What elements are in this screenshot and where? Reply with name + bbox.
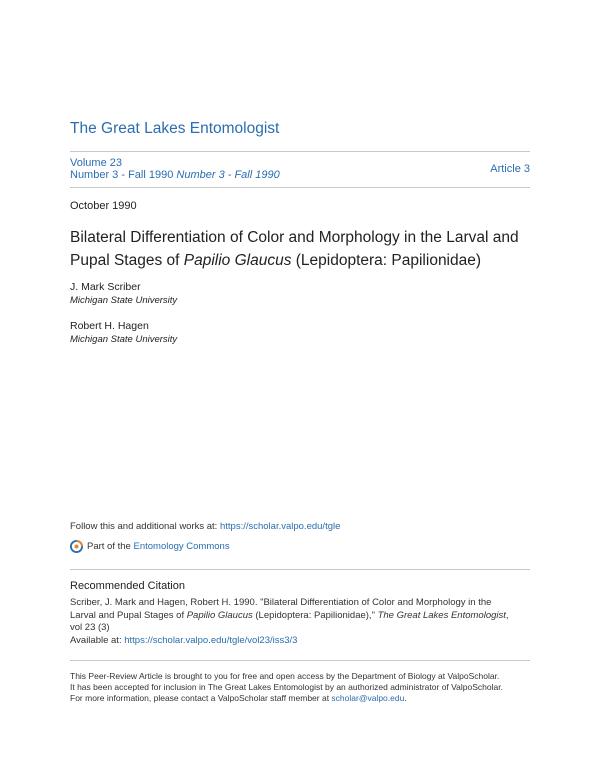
issue-link[interactable]: Number 3 - Fall 1990 bbox=[70, 169, 174, 181]
title-part-1: Bilateral Differentiation of Color and Morphology in the Larval and Pupal Stages of bbox=[70, 229, 519, 269]
divider-top bbox=[70, 151, 530, 152]
available-label: Available at: bbox=[70, 634, 125, 646]
footer-notice bbox=[70, 671, 540, 704]
issue-line bbox=[70, 169, 280, 181]
article-number[interactable]: Article 3 bbox=[490, 163, 530, 175]
author-block bbox=[70, 320, 177, 346]
part-of-text: Part of the bbox=[87, 541, 134, 552]
citation-fragment: (Lepidoptera: Papilionidae)," bbox=[252, 609, 378, 621]
divider-footer bbox=[70, 660, 530, 661]
contact-email-link[interactable]: scholar@valpo.edu bbox=[331, 693, 405, 703]
citation-fragment: , bbox=[505, 609, 509, 621]
network-icon bbox=[70, 540, 83, 553]
citation-line: Scriber, J. Mark and Hagen, Robert H. 1990. "Bilateral Differentiation of Color and Morphology in the bbox=[70, 597, 492, 608]
citation-fragment: Larval and Pupal Stages of bbox=[70, 609, 187, 621]
volume-link[interactable]: Volume 23 bbox=[70, 157, 122, 169]
entomology-commons-link[interactable]: Entomology Commons bbox=[133, 541, 230, 552]
citation-journal: The Great Lakes Entomologist bbox=[377, 609, 506, 621]
citation-line: vol 23 (3) bbox=[70, 622, 110, 633]
footer-fragment: For more information, please contact a ValpoScholar staff member at bbox=[70, 693, 332, 703]
footer-line: It has been accepted for inclusion in The Great Lakes Entomologist by an authorized administrator of ValpoScholar. bbox=[70, 682, 503, 692]
volume-info bbox=[70, 157, 280, 181]
follow-line bbox=[70, 521, 340, 532]
available-at-line bbox=[70, 635, 530, 648]
title-species: Papilio Glaucus bbox=[183, 252, 292, 269]
divider-citation bbox=[70, 569, 530, 570]
author-name[interactable]: Robert H. Hagen bbox=[70, 320, 149, 332]
follow-text: Follow this and additional works at: bbox=[70, 521, 220, 532]
footer-line bbox=[70, 693, 540, 704]
journal-title[interactable]: The Great Lakes Entomologist bbox=[70, 120, 280, 137]
article-title bbox=[70, 226, 540, 272]
title-part-2: (Lepidoptera: Papilionidae) bbox=[291, 252, 482, 269]
citation-line bbox=[70, 610, 530, 623]
author-affiliation: Michigan State University bbox=[70, 334, 178, 345]
publication-date: October 1990 bbox=[70, 200, 137, 212]
part-of-line bbox=[70, 540, 230, 553]
author-affiliation: Michigan State University bbox=[70, 295, 178, 306]
footer-line: This Peer-Review Article is brought to you for free and open access by the Department of Biology at ValpoScholar. bbox=[70, 671, 500, 681]
footer-fragment: . bbox=[404, 693, 407, 703]
citation-species: Papilio Glaucus bbox=[186, 609, 253, 621]
divider-bottom bbox=[70, 187, 530, 188]
recommended-citation-heading: Recommended Citation bbox=[70, 580, 185, 592]
author-name[interactable]: J. Mark Scriber bbox=[70, 281, 141, 293]
citation-text bbox=[70, 597, 530, 647]
author-block bbox=[70, 281, 177, 307]
collection-link[interactable]: https://scholar.valpo.edu/tgle bbox=[219, 521, 341, 532]
issue-link-italic[interactable]: Number 3 - Fall 1990 bbox=[176, 169, 280, 181]
article-url-link[interactable]: https://scholar.valpo.edu/tgle/vol23/iss3/3 bbox=[124, 634, 298, 646]
